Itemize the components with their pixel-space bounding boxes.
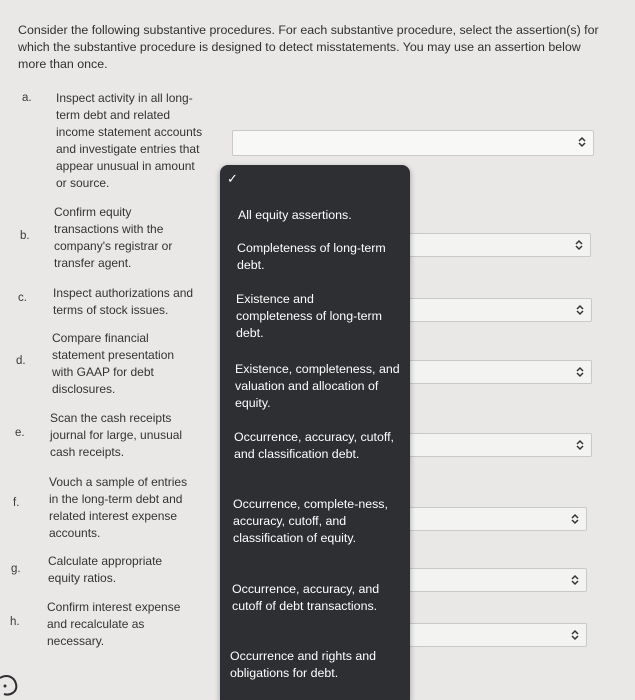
row-letter-b: b.	[20, 230, 30, 242]
procedure-text-a: Inspect activity in all long-term debt and related income statement accounts and investigate entries that appear unusual in amount or source.	[56, 91, 203, 190]
assertion-select-b[interactable]	[400, 233, 591, 257]
row-letter-f: f.	[13, 497, 20, 509]
select-arrows-icon	[577, 135, 587, 149]
procedure-text-e: Scan the cash receipts journal for large, unusual cash receipts.	[50, 411, 183, 459]
row-letter-g: g.	[11, 563, 21, 575]
row-letter-c: c.	[18, 292, 27, 304]
assertion-select-d[interactable]	[400, 360, 592, 384]
select-arrows-icon	[570, 512, 580, 526]
row-letter-d: d.	[16, 355, 26, 367]
assertion-select-g[interactable]	[400, 568, 587, 592]
procedure-text-c: Inspect authorizations and terms of stock issues.	[53, 286, 194, 317]
dropdown-option[interactable]: Completeness of long-term debt.	[237, 241, 386, 272]
assertion-select-h[interactable]	[400, 623, 587, 647]
procedure-text-h: Confirm interest expense and recalculate as necessary.	[47, 600, 181, 648]
procedure-text-d: Compare financial statement presentation with GAAP for debt disclosures.	[52, 331, 175, 396]
procedure-text-g: Calculate appropriate equity ratios.	[48, 554, 163, 585]
checkmark-icon: ✓	[227, 171, 238, 186]
help-icon[interactable]	[0, 670, 22, 700]
select-arrows-icon	[575, 303, 585, 317]
select-arrows-icon	[575, 365, 585, 379]
instructions-text: Consider the following substantive procedures. For each substantive procedure, select the assertion(s) for which the substantive procedure is designed to detect misstatements. You may use an assertion below more than once.	[18, 23, 599, 71]
assertion-dropdown-menu[interactable]	[220, 165, 410, 700]
row-letter-e: e.	[15, 427, 25, 439]
select-arrows-icon	[570, 573, 580, 587]
row-letter-a: a.	[22, 92, 32, 104]
dropdown-option[interactable]: Occurrence and rights and obligations for debt.	[230, 649, 377, 680]
select-arrows-icon	[574, 238, 584, 252]
assertion-select-c[interactable]	[400, 298, 592, 322]
dropdown-option[interactable]: Existence, completeness, and valuation and allocation of equity.	[235, 362, 400, 410]
dropdown-option[interactable]: All equity assertions.	[238, 208, 352, 222]
dropdown-option[interactable]: Occurrence, accuracy, cutoff, and classification debt.	[234, 430, 394, 461]
select-arrows-icon	[570, 628, 580, 642]
dropdown-option[interactable]: Occurrence, accuracy, and cutoff of debt transactions.	[232, 582, 380, 613]
assertion-select-e[interactable]	[400, 433, 592, 457]
row-letter-h: h.	[10, 616, 20, 628]
dropdown-option[interactable]: Existence and completeness of long-term debt.	[236, 292, 383, 340]
procedure-text-f: Vouch a sample of entries in the long-term debt and related interest expense accounts.	[49, 475, 188, 540]
assertion-select-f[interactable]	[400, 507, 587, 531]
assertion-select-a[interactable]	[232, 130, 594, 156]
select-arrows-icon	[575, 438, 585, 452]
procedure-text-b: Confirm equity transactions with the company's registrar or transfer agent.	[54, 205, 173, 270]
dropdown-option[interactable]: Occurrence, complete-ness, accuracy, cutoff, and classification of equity.	[233, 497, 388, 545]
